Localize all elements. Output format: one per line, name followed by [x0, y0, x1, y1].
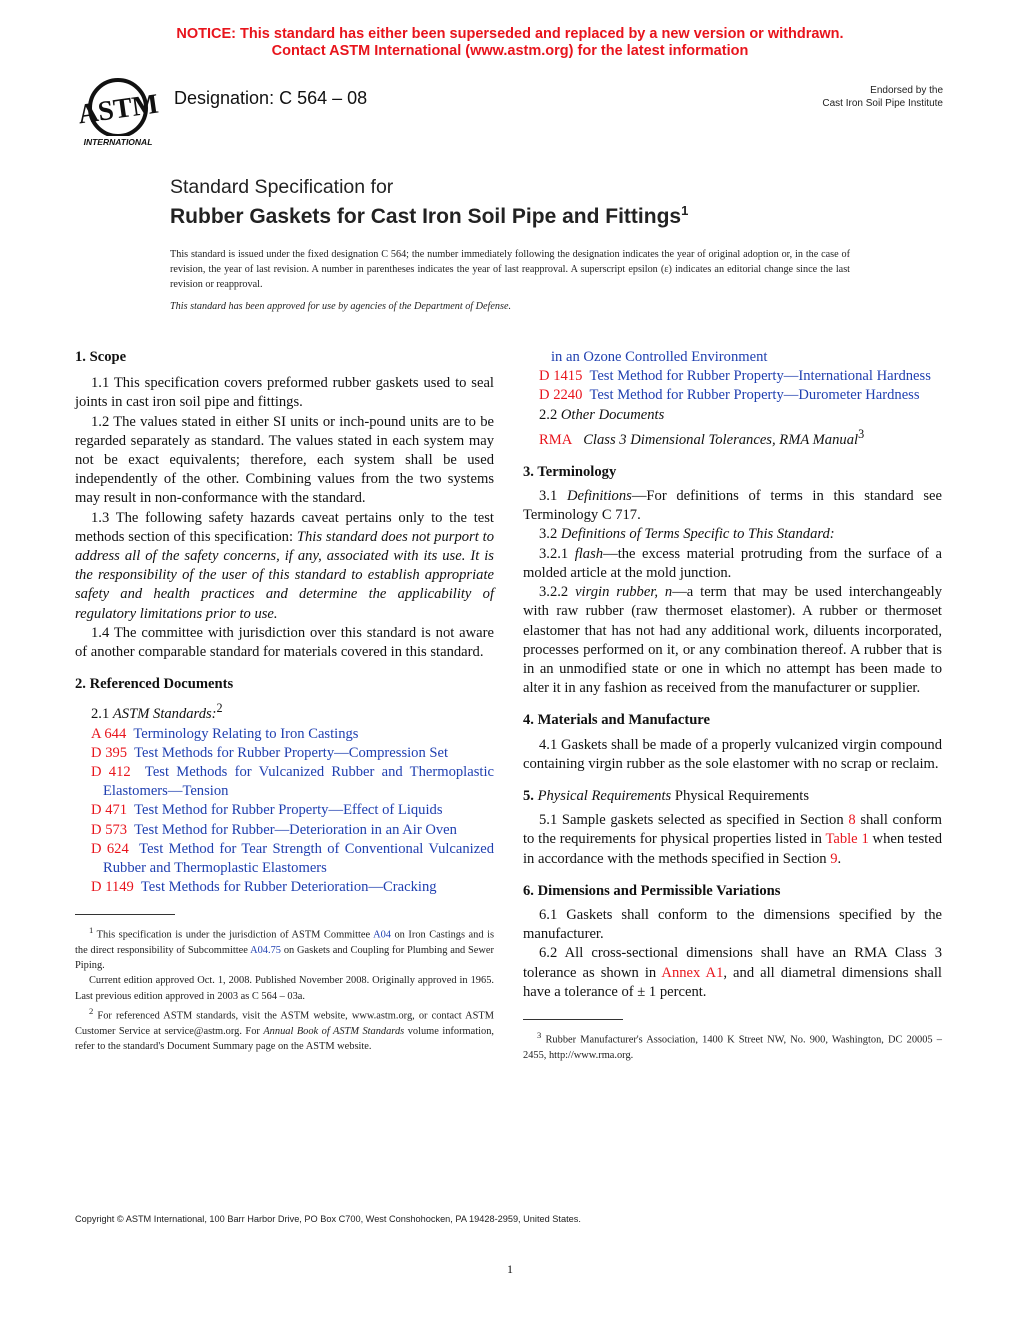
- subcommittee-a0475-link[interactable]: A04.75: [250, 945, 281, 957]
- reference-link-a644[interactable]: A 644 Terminology Relating to Iron Castings: [91, 725, 359, 742]
- reference-link-d624[interactable]: D 624 Test Method for Tear Strength of Conventional Vulcanized Rubber and Thermoplastic Elastomers: [91, 840, 494, 876]
- para-3-1: 3.1 Definitions—For definitions of terms in this standard see Terminology C 717.: [523, 488, 943, 524]
- astm-standards-label: 2.1 ASTM Standards:$^2$: [91, 701, 223, 723]
- document-title: [170, 175, 688, 229]
- footnote-1-edition: Current edition approved Oct. 1, 2008. Published November 2008. Originally approved in 1965. Last previous edition approved in 2003 as C 564 – 03a.: [75, 975, 494, 1002]
- left-column: [75, 348, 494, 1054]
- logo-international-text: INTERNATIONAL: [83, 137, 153, 147]
- reference-link-d412[interactable]: D 412 Test Methods for Vulcanized Rubber and Thermoplastic Elastomers—Tension: [91, 763, 494, 800]
- footnote-1: $^1$ This specification is under the jurisdiction of ASTM Committee A04 on Iron Castings and is the direct responsibility of Subcommittee A04.75 on Gaskets and Coupling for Plumbing and Sewer Piping.: [75, 925, 494, 972]
- annex-a1-link[interactable]: Annex A1: [661, 964, 724, 981]
- supersede-notice: [0, 26, 1020, 60]
- right-column: [523, 348, 942, 1063]
- para-6-1: 6.1 Gaskets shall conform to the dimensions specified by the manufacturer.: [523, 906, 942, 943]
- para-1-4: 1.4 The committee with jurisdiction over this standard is not aware of another comparable standard for materials covered in this standard.: [75, 624, 494, 661]
- reference-link-d471[interactable]: D 471 Test Method for Rubber Property—Effect of Liquids: [91, 802, 443, 819]
- reference-link-d573[interactable]: D 573 Test Method for Rubber—Deterioration in an Air Oven: [91, 821, 457, 838]
- preamble-text: This standard is issued under the fixed designation C 564; the number immediately following the designation indicates the year of original adoption or, in the case of revision, the year of last revision. A number in parentheses indicates the year of last reapproval. A superscript epsilon (ε) indicates an editorial change since the last revision or reapproval.: [170, 249, 850, 290]
- footnote-divider-right: [523, 1019, 623, 1020]
- preamble: [170, 247, 850, 314]
- para-1-3: 1.3 The following safety hazards caveat pertains only to the test methods section of this specification: This standard does not purport to address all of the safety concerns, if any, associated with its use. It is the responsibility of the user of this standard to establish appropriate safety and health practices and determine the applicability of regulatory limitations prior to use.: [75, 509, 494, 622]
- endorsed-line-1: Endorsed by the: [870, 85, 943, 96]
- reference-link-d2240[interactable]: D 2240 Test Method for Rubber Property—Durometer Hardness: [539, 387, 920, 404]
- committee-a04-link[interactable]: A04: [373, 929, 391, 941]
- footnote-divider: [75, 914, 175, 915]
- footnotes-left: [75, 923, 494, 1054]
- para-4-1: 4.1 Gaskets shall be made of a properly vulcanized virgin compound containing virgin rubber as the sole elastomer with no scrap or reclaim.: [523, 736, 942, 772]
- notice-line-2: Contact ASTM International (www.astm.org) for the latest information: [271, 43, 749, 59]
- reference-link-d1149[interactable]: D 1149 Test Methods for Rubber Deterioration—Cracking: [91, 879, 437, 896]
- endorsement: [822, 84, 943, 110]
- reference-list: [75, 725, 494, 898]
- notice-line-1: NOTICE: This standard has either been superseded and replaced by a new version or withdrawn.: [176, 26, 844, 42]
- para-5-1: 5.1 Sample gaskets selected as specified in Section 8 shall conform to the requirements for physical properties listed in Table 1 when tested in accordance with the methods specified in Section 9.: [523, 812, 942, 867]
- endorsed-line-2: Cast Iron Soil Pipe Institute: [822, 98, 943, 109]
- section-dimensions-heading: 6. Dimensions and Permissible Variations: [523, 882, 781, 899]
- reference-link-rma[interactable]: RMA Class 3 Dimensional Tolerances, RMA Manual$^3$: [539, 426, 865, 448]
- title-footnote-mark: 1: [681, 203, 689, 218]
- footnote-3: $^3$ Rubber Manufacturer's Association, 1400 K Street NW, No. 900, Washington, DC 20005 – 2455, http://www.rma.org.: [523, 1029, 942, 1061]
- para-1-2: 1.2 The values stated in either SI units or inch-pound units are to be regarded separately as standard. The values stated in each system may not be exact equivalents; therefore, each system shall be used independently of the other. Combining values from the two systems may result in non-conformance with the standard.: [75, 413, 494, 507]
- reference-d1149-continuation[interactable]: in an Ozone Controlled Environment: [551, 349, 768, 365]
- page-number: 1: [507, 1262, 513, 1276]
- section-9-link[interactable]: 9: [830, 850, 838, 867]
- astm-logo: [76, 78, 160, 148]
- other-documents-label: 2.2 Other Documents: [539, 406, 665, 423]
- section-physical-heading: 5. Physical Requirements Physical Requirements: [523, 787, 810, 804]
- section-scope-heading: 1. Scope: [75, 349, 127, 365]
- title-line-1: Standard Specification for: [170, 176, 394, 198]
- dod-approval: This standard has been approved for use by agencies of the Department of Defense.: [170, 301, 512, 312]
- para-3-2: 3.2 Definitions of Terms Specific to This Standard:: [539, 526, 835, 543]
- para-1-1: 1.1 This specification covers preformed rubber gaskets used to seal joints in cast iron soil pipe and fittings.: [75, 375, 494, 411]
- reference-link-d1415[interactable]: D 1415 Test Method for Rubber Property—International Hardness: [539, 368, 931, 385]
- copyright-footer: Copyright © ASTM International, 100 Barr Harbor Drive, PO Box C700, West Conshohocken, PA 19428-2959, United States.: [75, 1214, 581, 1224]
- section-materials-heading: 4. Materials and Manufacture: [523, 712, 710, 729]
- para-3-2-2: 3.2.2 virgin rubber, n—a term that may be used interchangeably with raw rubber (raw thermoset elastomer). A rubber or thermoset elastomer that has not had any additional work, diluents incorporated, processes performed on it, or any combination thereof. A rubber that is in an unmodified state or one in which no attempt has been made to alter it in any fashion as received from the manufacturer or supplier.: [523, 584, 942, 697]
- table-1-link[interactable]: Table 1: [825, 831, 869, 848]
- para-6-2: 6.2 All cross-sectional dimensions shall have an RMA Class 3 tolerance as shown in Annex A1, and all diametral dimensions shall have a tolerance of ± 1 percent.: [523, 945, 942, 1000]
- title-line-2: Rubber Gaskets for Cast Iron Soil Pipe and Fittings: [170, 205, 682, 228]
- reference-link-d395[interactable]: D 395 Test Methods for Rubber Property—Compression Set: [91, 744, 449, 761]
- footnotes-right: [523, 1028, 942, 1063]
- footnote-2: $^2$ For referenced ASTM standards, visit the ASTM website, www.astm.org, or contact ASTM Customer Service at service@astm.org. For Annual Book of ASTM Standards volume information, refer to the standard's Document Summary page on the ASTM website.: [75, 1005, 494, 1052]
- section-terminology-heading: 3. Terminology: [523, 463, 617, 480]
- section-8-link[interactable]: 8: [848, 812, 856, 829]
- svg-text:ASTM: ASTM: [76, 88, 160, 131]
- designation: Designation: C 564 – 08: [174, 88, 368, 108]
- section-referenced-heading: 2. Referenced Documents: [75, 676, 234, 693]
- para-3-2-1: 3.2.1 flash—the excess material protruding from the surface of a molded article at the mold junction.: [523, 545, 943, 581]
